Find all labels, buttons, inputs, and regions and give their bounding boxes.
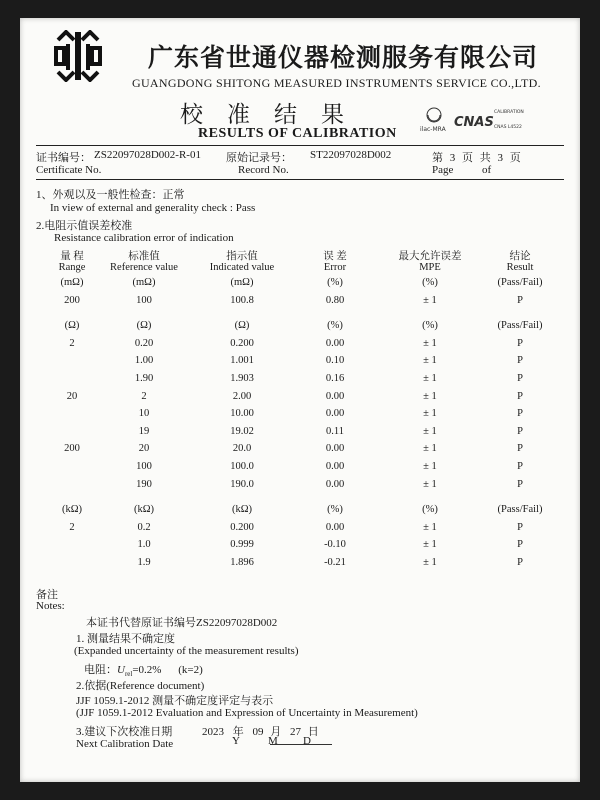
next-day: 27 bbox=[290, 726, 301, 738]
unit-mpe: (%) bbox=[422, 504, 438, 516]
cert-number: ZS22097028D002-R-01 bbox=[94, 149, 201, 161]
cell-result: P bbox=[517, 461, 523, 472]
cell-mpe: ± 1 bbox=[423, 521, 437, 533]
cell-reference-value: 1.0 bbox=[137, 539, 151, 551]
cell-mpe: ± 1 bbox=[423, 443, 437, 455]
cnas-number: CNAS L4522 bbox=[494, 125, 522, 130]
cell-range: 20 bbox=[66, 390, 78, 402]
cell-error: 0.00 bbox=[325, 461, 345, 472]
cell-result: P bbox=[517, 539, 523, 551]
cert-divider bbox=[36, 179, 564, 180]
cell-indicated-value: 1.903 bbox=[230, 373, 254, 384]
header-cn-reference-value: 标准值 bbox=[128, 251, 160, 262]
cell-error: -0.21 bbox=[324, 557, 346, 568]
cell-range: 2 bbox=[69, 521, 75, 533]
certificate-page bbox=[20, 18, 580, 782]
note2-line1: JJF 1059.1-2012 测量不确定度评定与表示 bbox=[76, 695, 274, 707]
note1-k: (k=2) bbox=[178, 664, 203, 676]
ilac-text: ilac-MRA bbox=[420, 126, 446, 133]
cell-reference-value: 19 bbox=[138, 425, 150, 437]
cell-mpe: ± 1 bbox=[423, 390, 437, 402]
replace-note: 本证书代替原证书编号ZS22097028D002 bbox=[86, 617, 278, 629]
notes-label-cn: 备注 bbox=[36, 589, 58, 601]
header-cn-range: 量 程 bbox=[60, 251, 84, 262]
next-month: 09 bbox=[252, 726, 264, 738]
note3-en: Next Calibration Date bbox=[76, 738, 174, 750]
cell-indicated-value: 190.0 bbox=[230, 478, 254, 490]
cell-mpe: ± 1 bbox=[423, 408, 437, 420]
cell-indicated-value: 100.0 bbox=[230, 461, 254, 472]
cell-error: 0.00 bbox=[325, 390, 345, 402]
cell-indicated-value: 2.00 bbox=[232, 390, 252, 402]
header-cn-result: 结论 bbox=[509, 251, 531, 262]
cell-range: 2 bbox=[69, 337, 75, 349]
unit-result: (Pass/Fail) bbox=[497, 277, 543, 288]
cell-error: -0.10 bbox=[324, 539, 346, 551]
cell-reference-value: 10 bbox=[138, 408, 150, 420]
cell-reference-value: 0.20 bbox=[134, 337, 154, 349]
unit-mpe: (%) bbox=[422, 277, 438, 288]
cell-reference-value: 190 bbox=[136, 478, 152, 490]
year-label: 年 bbox=[232, 726, 244, 738]
note1-rel: rel bbox=[124, 670, 133, 679]
cell-error: 0.00 bbox=[325, 408, 345, 420]
company-name-en: GUANGDONG SHITONG MEASURED INSTRUMENTS SERVICE CO.,LTD. bbox=[132, 76, 541, 90]
unit-error: (%) bbox=[327, 277, 343, 288]
cell-result: P bbox=[517, 294, 523, 306]
record-number: ST22097028D002 bbox=[310, 149, 392, 161]
cell-indicated-value: 20.0 bbox=[232, 443, 252, 455]
month-letter: M bbox=[268, 735, 278, 747]
cell-mpe: ± 1 bbox=[423, 294, 437, 306]
cell-mpe: ± 1 bbox=[423, 373, 437, 384]
header-en-indicated-value: Indicated value bbox=[209, 262, 275, 273]
cell-indicated-value: 1.001 bbox=[230, 355, 254, 367]
unit-range: (mΩ) bbox=[60, 277, 84, 288]
cell-mpe: ± 1 bbox=[423, 461, 437, 472]
header-en-range: Range bbox=[58, 262, 86, 273]
section1-en: In view of external and generality check : Pass bbox=[50, 202, 256, 214]
unit-range: (kΩ) bbox=[61, 504, 83, 516]
cert-label-en: Certificate No. bbox=[36, 164, 102, 176]
header-en-mpe: MPE bbox=[419, 262, 441, 273]
cell-mpe: ± 1 bbox=[423, 557, 437, 568]
title-en: RESULTS OF CALIBRATION bbox=[198, 126, 397, 141]
note1-value-prefix: 电阻： bbox=[84, 664, 117, 676]
note1-value bbox=[84, 661, 203, 678]
notes-label-en: Notes: bbox=[36, 600, 65, 612]
header-en-error: Error bbox=[323, 262, 347, 273]
cert-label-cn: 证书编号： bbox=[36, 152, 91, 164]
header-cn-indicated-value: 指示值 bbox=[226, 251, 258, 262]
cell-mpe: ± 1 bbox=[423, 337, 437, 349]
unit-indicated-value: (kΩ) bbox=[231, 504, 253, 516]
note1-en: (Expanded uncertainty of the measurement results) bbox=[74, 645, 299, 657]
of-label-en: of bbox=[482, 164, 492, 176]
month-label: 月 bbox=[270, 726, 282, 738]
unit-indicated-value: (mΩ) bbox=[230, 277, 254, 288]
cell-reference-value: 1.00 bbox=[134, 355, 154, 367]
title-cn: 校准结果 bbox=[180, 102, 368, 128]
header-en-reference-value: Reference value bbox=[110, 262, 178, 273]
note1-u: U bbox=[117, 664, 125, 676]
cell-result: P bbox=[517, 425, 523, 437]
header-divider bbox=[36, 145, 564, 146]
cell-reference-value: 100 bbox=[136, 461, 152, 472]
note2-line2: (JJF 1059.1-2012 Evaluation and Expression of Uncertainty in Measurement) bbox=[76, 707, 418, 719]
section2-cn: 2.电阻示值误差校准 bbox=[36, 220, 133, 232]
cell-mpe: ± 1 bbox=[423, 355, 437, 367]
cell-mpe: ± 1 bbox=[423, 478, 437, 490]
cell-result: P bbox=[517, 337, 523, 349]
cell-error: 0.16 bbox=[325, 373, 345, 384]
unit-mpe: (%) bbox=[422, 320, 438, 332]
header-cn-mpe: 最大允许误差 bbox=[398, 251, 462, 262]
cell-indicated-value: 0.200 bbox=[230, 521, 254, 533]
cell-indicated-value: 19.02 bbox=[230, 425, 254, 437]
unit-reference-value: (kΩ) bbox=[133, 504, 155, 516]
cell-reference-value: 20 bbox=[138, 443, 150, 455]
page-label-en: Page bbox=[432, 164, 454, 176]
cell-indicated-value: 10.00 bbox=[230, 408, 254, 420]
cell-mpe: ± 1 bbox=[423, 425, 437, 437]
day-label: 日 bbox=[307, 726, 319, 738]
day-letter: D bbox=[303, 735, 311, 747]
year-letter: Y bbox=[232, 735, 240, 747]
cell-result: P bbox=[517, 521, 523, 533]
cell-result: P bbox=[517, 373, 523, 384]
page-number-cn: 第 3 页 共 3 页 bbox=[432, 152, 521, 164]
cell-reference-value: 1.9 bbox=[137, 557, 151, 568]
cell-indicated-value: 0.200 bbox=[230, 337, 254, 349]
cell-error: 0.80 bbox=[325, 294, 345, 306]
cell-reference-value: 100 bbox=[136, 294, 152, 306]
cell-result: P bbox=[517, 443, 523, 455]
cell-result: P bbox=[517, 390, 523, 402]
header-en-result: Result bbox=[506, 262, 534, 273]
cell-mpe: ± 1 bbox=[423, 539, 437, 551]
section2-en: Resistance calibration error of indication bbox=[54, 232, 234, 244]
unit-reference-value: (Ω) bbox=[136, 320, 152, 332]
cnas-caption: CALIBRATION bbox=[494, 110, 524, 115]
note1-val: =0.2% bbox=[132, 664, 162, 676]
company-logo-icon bbox=[50, 30, 106, 82]
unit-range: (Ω) bbox=[64, 320, 80, 332]
unit-reference-value: (mΩ) bbox=[132, 277, 156, 288]
next-date bbox=[202, 723, 319, 739]
company-name-cn: 广东省世通仪器检测服务有限公司 bbox=[148, 43, 539, 72]
record-label-cn: 原始记录号： bbox=[226, 152, 292, 164]
record-label-en: Record No. bbox=[238, 164, 289, 176]
cell-indicated-value: 100.8 bbox=[230, 294, 254, 306]
next-year: 2023 bbox=[202, 726, 224, 738]
unit-error: (%) bbox=[327, 504, 343, 516]
note3-cn: 3.建议下次校准日期 bbox=[76, 726, 173, 738]
unit-result: (Pass/Fail) bbox=[497, 320, 543, 332]
cell-error: 0.00 bbox=[325, 521, 345, 533]
unit-result: (Pass/Fail) bbox=[497, 504, 543, 516]
ilac-icon bbox=[427, 108, 441, 122]
unit-error: (%) bbox=[327, 320, 343, 332]
cell-result: P bbox=[517, 355, 523, 367]
cell-reference-value: 2 bbox=[141, 390, 147, 402]
cell-result: P bbox=[517, 408, 523, 420]
cell-error: 0.11 bbox=[326, 425, 344, 437]
cell-error: 0.00 bbox=[325, 337, 345, 349]
cell-error: 0.00 bbox=[325, 478, 345, 490]
unit-indicated-value: (Ω) bbox=[234, 320, 250, 332]
cell-reference-value: 1.90 bbox=[134, 373, 154, 384]
cell-indicated-value: 0.999 bbox=[230, 539, 254, 551]
note2-cn: 2.依据(Reference document) bbox=[76, 680, 205, 692]
note1-cn: 1. 测量结果不确定度 bbox=[76, 633, 175, 645]
cell-reference-value: 0.2 bbox=[137, 521, 151, 533]
cnas-text: CNAS bbox=[454, 115, 494, 130]
cell-result: P bbox=[517, 478, 523, 490]
cell-result: P bbox=[517, 557, 523, 568]
accreditation-mark bbox=[416, 104, 528, 134]
section1-cn: 1、外观以及一般性检查：正常 bbox=[36, 189, 185, 201]
cell-range: 200 bbox=[64, 443, 80, 455]
cell-error: 0.10 bbox=[325, 355, 345, 367]
cell-indicated-value: 1.896 bbox=[230, 557, 254, 568]
date-underline bbox=[270, 744, 332, 745]
cell-error: 0.00 bbox=[325, 443, 345, 455]
header-cn-error: 误 差 bbox=[323, 251, 347, 262]
cell-range: 200 bbox=[64, 294, 80, 306]
